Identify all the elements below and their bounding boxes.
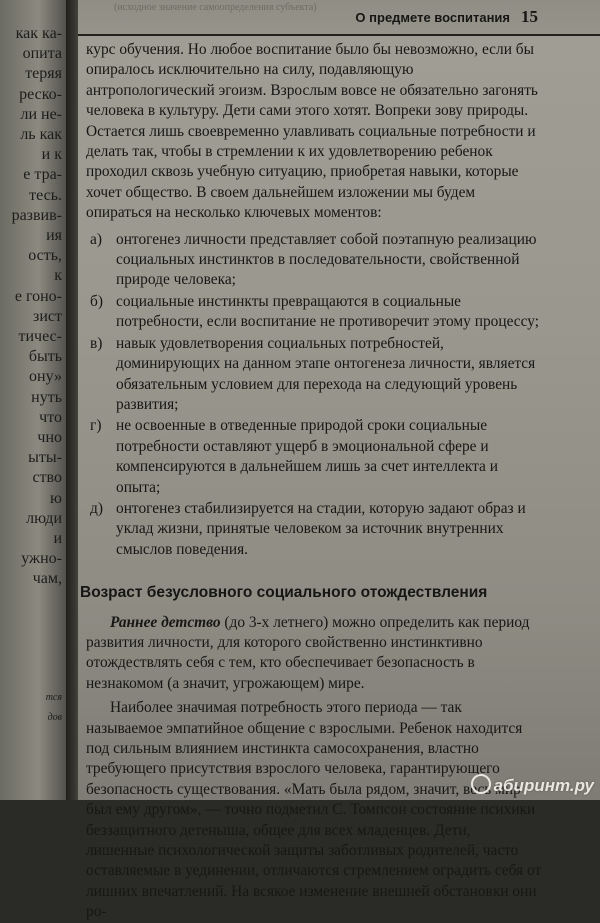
list-marker: б): [90, 292, 103, 310]
left-page-fragment: тесь.: [29, 186, 62, 204]
labirint-logo-icon: [471, 774, 491, 794]
section-paragraph-1: [86, 613, 542, 695]
left-page-fragment: ю: [50, 489, 62, 507]
book-page: [78, 0, 600, 921]
list-item-text: онтогенез стабилизируется на стадии, которую задают образ и уклад жизни, принятые человеком за источник внутренних смыслов поведения.: [116, 499, 526, 558]
left-page-fragment: е тра-: [23, 166, 62, 184]
left-page-fragment: реско-: [19, 85, 62, 103]
section-heading: Возраст безусловного социального отождествления: [80, 584, 488, 602]
left-page-fragment: быть: [28, 348, 62, 366]
left-page-fragment: дов: [47, 712, 62, 723]
left-page-fragment: ия: [46, 227, 62, 244]
left-page-fragment: развив-: [11, 206, 62, 224]
left-page-fragment: как ка-: [15, 25, 62, 42]
page-number: 15: [521, 7, 538, 26]
left-page-fragment: и к: [41, 146, 62, 164]
list-item: [86, 292, 542, 333]
left-page-fragment: зист: [33, 307, 62, 325]
intro-paragraph: курс обучения. Но любое воспитание было бы невозможно, если бы опиралось исключительно на силу, подавляющую антропологический эгоизм. Взрослым вовсе не обязательно загонять человека в культуру. Дети сами этого хотят. Вопреки зову природы. Остается лишь своевременно улавливать социальные потребности и делать так, чтобы в стремлении к их удовлетворению ребенок проходил сквозь учебную ситуацию, приобретая навыки, которые хочет общество. В своем дальнейшем изложении мы будем опираться на несколько ключевых моментов:: [86, 41, 538, 222]
left-page-fragment: чам,: [32, 570, 62, 588]
list-marker: а): [90, 230, 102, 248]
section-paragraph-2: Наиболее значимая потребность этого периода — так называемое эмпатийное общение с взрослыми. Ребенок находится под сильным влиянием инстинкта самосохранения, властно требующего присутствия взрослого человека, гарантирующего безопасность существования. «Мать была рядом, значит, весь мир был ему другом», — точно подметил С. Томпсон состояние психики беззащитного детеныша, общее для всех младенцев. Дети, лишенные психологической защиты заботливых родителей, часто оставляемые в уединении, отличаются стремлением оградить себя от лишних впечатлений. На всякое изменение внешней обстановки они ро-: [86, 699, 542, 921]
left-page-fragment: люди: [26, 509, 62, 527]
left-page-fragment: нуть: [31, 388, 62, 406]
running-head: О предмете воспитания: [355, 10, 510, 25]
header-rule: [78, 34, 600, 36]
left-page-fragment: ль как: [20, 126, 62, 143]
watermark: [471, 774, 594, 796]
left-page-fragment: тся: [45, 692, 62, 703]
left-page-fragment: ону»: [29, 368, 62, 386]
key-points-list: [86, 230, 542, 561]
list-item: [86, 499, 542, 560]
header-faint-text: (исходное значение самоопределения субъекта): [114, 2, 317, 13]
section-paragraph-1-text: (до 3-х летнего) можно определить как период развития личности, для которого свойственно инстинктивно отождествлять себя с тем, кто обеспечивает безопасность в незнакомом (а значит, угрожающем) мире.: [86, 613, 530, 692]
left-page-fragment: чно: [37, 429, 62, 446]
left-page-fragment: теряя: [25, 65, 62, 83]
left-page-fragment: тичес-: [18, 328, 62, 345]
list-item-text: навык удовлетворения социальных потребностей, доминирующих на данном этапе онтогенеза личности, является обязательным условием для перехода на следующий уровень развития;: [116, 334, 536, 413]
list-marker: г): [90, 417, 102, 435]
list-item: [86, 416, 542, 498]
list-marker: в): [90, 334, 103, 352]
left-page-fragment: ство: [32, 469, 62, 487]
list-item-text: онтогенез личности представляет собой поэтапную реализацию социальных инстинктов в последовательности, свойственной природе человека;: [116, 230, 537, 289]
left-page-fragment: к: [54, 267, 62, 285]
list-item: [86, 334, 542, 416]
left-page-fragment: и: [53, 530, 62, 547]
left-page-fragment: ужно-: [21, 550, 62, 568]
left-page-fragment: опита: [22, 45, 62, 63]
left-page-fragment: ыты-: [28, 449, 62, 467]
left-page-fragment: ость,: [28, 247, 62, 265]
term-early-childhood: Раннее детство: [110, 613, 221, 631]
list-item-text: социальные инстинкты превращаются в социальные потребности, если воспитание не противоречит этому процессу;: [116, 292, 540, 331]
list-item-text: не освоенные в отведенные природой сроки социальные потребности оставляют ущерб в эмоциональной сфере и компенсируются в дальнейшем лишь за счет интеллекта и опыта;: [116, 417, 498, 496]
left-page-fragment: е гоно-: [14, 287, 62, 305]
list-marker: д): [90, 499, 103, 517]
page-header: [78, 0, 600, 36]
watermark-text: абиринт.ру: [493, 776, 594, 795]
left-page-edge: [0, 0, 70, 800]
list-item: [86, 230, 542, 291]
left-page-fragment: что: [39, 408, 62, 426]
left-page-fragment: ли не-: [20, 105, 62, 123]
